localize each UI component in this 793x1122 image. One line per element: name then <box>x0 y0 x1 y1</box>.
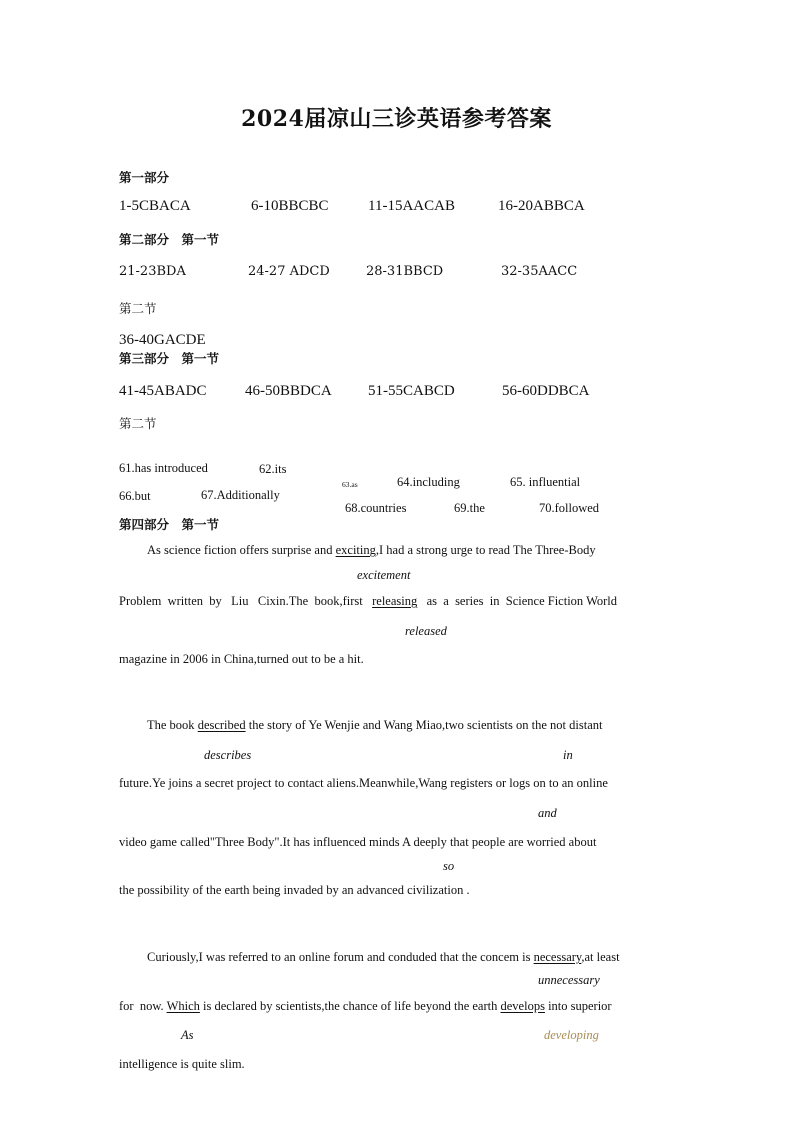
error-word: necessary <box>533 950 582 964</box>
fill-answer-62: 62.its <box>259 462 287 476</box>
p1-line-3: magazine in 2006 in China,turned out to be a hit. <box>119 652 364 666</box>
correction-word: released <box>405 624 447 638</box>
p2-line-4: the possibility of the earth being invaded by an advanced civilization . <box>119 883 470 897</box>
correction-word: describes <box>204 748 252 762</box>
part2-answer-2: 24-27 ADCD <box>248 264 330 279</box>
part2-section2-answers: 36-40GACDE <box>119 332 206 348</box>
part2-answer-3: 28-31BBCD <box>366 264 444 279</box>
fill-answer-66: 66.but <box>119 489 151 503</box>
part1-answer-4: 16-20ABBCA <box>498 198 585 214</box>
fill-answer-67: 67.Additionally <box>201 488 280 502</box>
part1-answer-3: 11-15AACAB <box>368 198 455 214</box>
correction-word: and <box>538 806 557 820</box>
part2-heading: 第二部分 第一节 <box>119 232 220 247</box>
part3-heading: 第三部分 第一节 <box>119 351 220 366</box>
part3-section2-heading: 第二节 <box>119 416 157 431</box>
error-word: develops <box>500 999 545 1013</box>
part2-answer-4: 32-35AACC <box>501 264 578 279</box>
p1-line-2: Problem written by Liu Cixin.The book,first releasing as a series in Science Fiction World <box>119 594 617 608</box>
fill-answer-68: 68.countries <box>345 501 407 515</box>
error-word: described <box>197 718 246 732</box>
part1-heading: 第一部分 <box>119 170 170 185</box>
part4-heading: 第四部分 第一节 <box>119 517 220 532</box>
correction-word: developing <box>544 1028 599 1042</box>
part3-answer-4: 56-60DDBCA <box>502 383 590 399</box>
part3-answer-2: 46-50BBDCA <box>245 383 332 399</box>
error-word: releasing <box>372 594 418 608</box>
part2-section2-heading: 第二节 <box>119 301 157 316</box>
correction-word: excitement <box>357 568 411 582</box>
p2-line-1: The book described the story of Ye Wenjie and Wang Miao,two scientists on the not distant <box>147 718 603 732</box>
fill-answer-64: 64.including <box>397 475 460 489</box>
fill-answer-63: 63.as <box>342 480 358 489</box>
correction-word: in <box>563 748 573 762</box>
fill-answer-65: 65. influential <box>510 475 581 489</box>
error-word: Which <box>166 999 200 1013</box>
p3-line-3: intelligence is quite slim. <box>119 1057 245 1071</box>
correction-word: so <box>443 859 455 873</box>
part1-answer-2: 6-10BBCBC <box>251 198 329 214</box>
part1-answer-1: 1-5CBACA <box>119 198 191 214</box>
part2-answer-1: 21-23BDA <box>119 264 186 279</box>
p2-line-3: video game called"Three Body".It has influenced minds A deeply that people are worried about <box>119 835 597 849</box>
page-title: 2024届凉山三诊英语参考答案 <box>241 106 552 132</box>
p3-line-2: for now. Which is declared by scientists,the chance of life beyond the earth develops into superior <box>119 999 612 1013</box>
p2-line-2: future.Ye joins a secret project to contact aliens.Meanwhile,Wang registers or logs on to an online <box>119 776 608 790</box>
error-word: exciting <box>335 543 376 557</box>
correction-word: As <box>181 1028 194 1042</box>
p1-line-1: As science fiction offers surprise and exciting,I had a strong urge to read The Three-Body <box>147 543 596 557</box>
part3-answer-1: 41-45ABADC <box>119 383 207 399</box>
p3-line-1: Curiously,I was referred to an online forum and conduded that the concem is necessary,at least <box>147 950 620 964</box>
part3-answer-3: 51-55CABCD <box>368 383 455 399</box>
fill-answer-69: 69.the <box>454 501 485 515</box>
correction-word: unnecessary <box>538 973 600 987</box>
fill-answer-61: 61.has introduced <box>119 461 208 475</box>
fill-answer-70: 70.followed <box>539 501 600 515</box>
